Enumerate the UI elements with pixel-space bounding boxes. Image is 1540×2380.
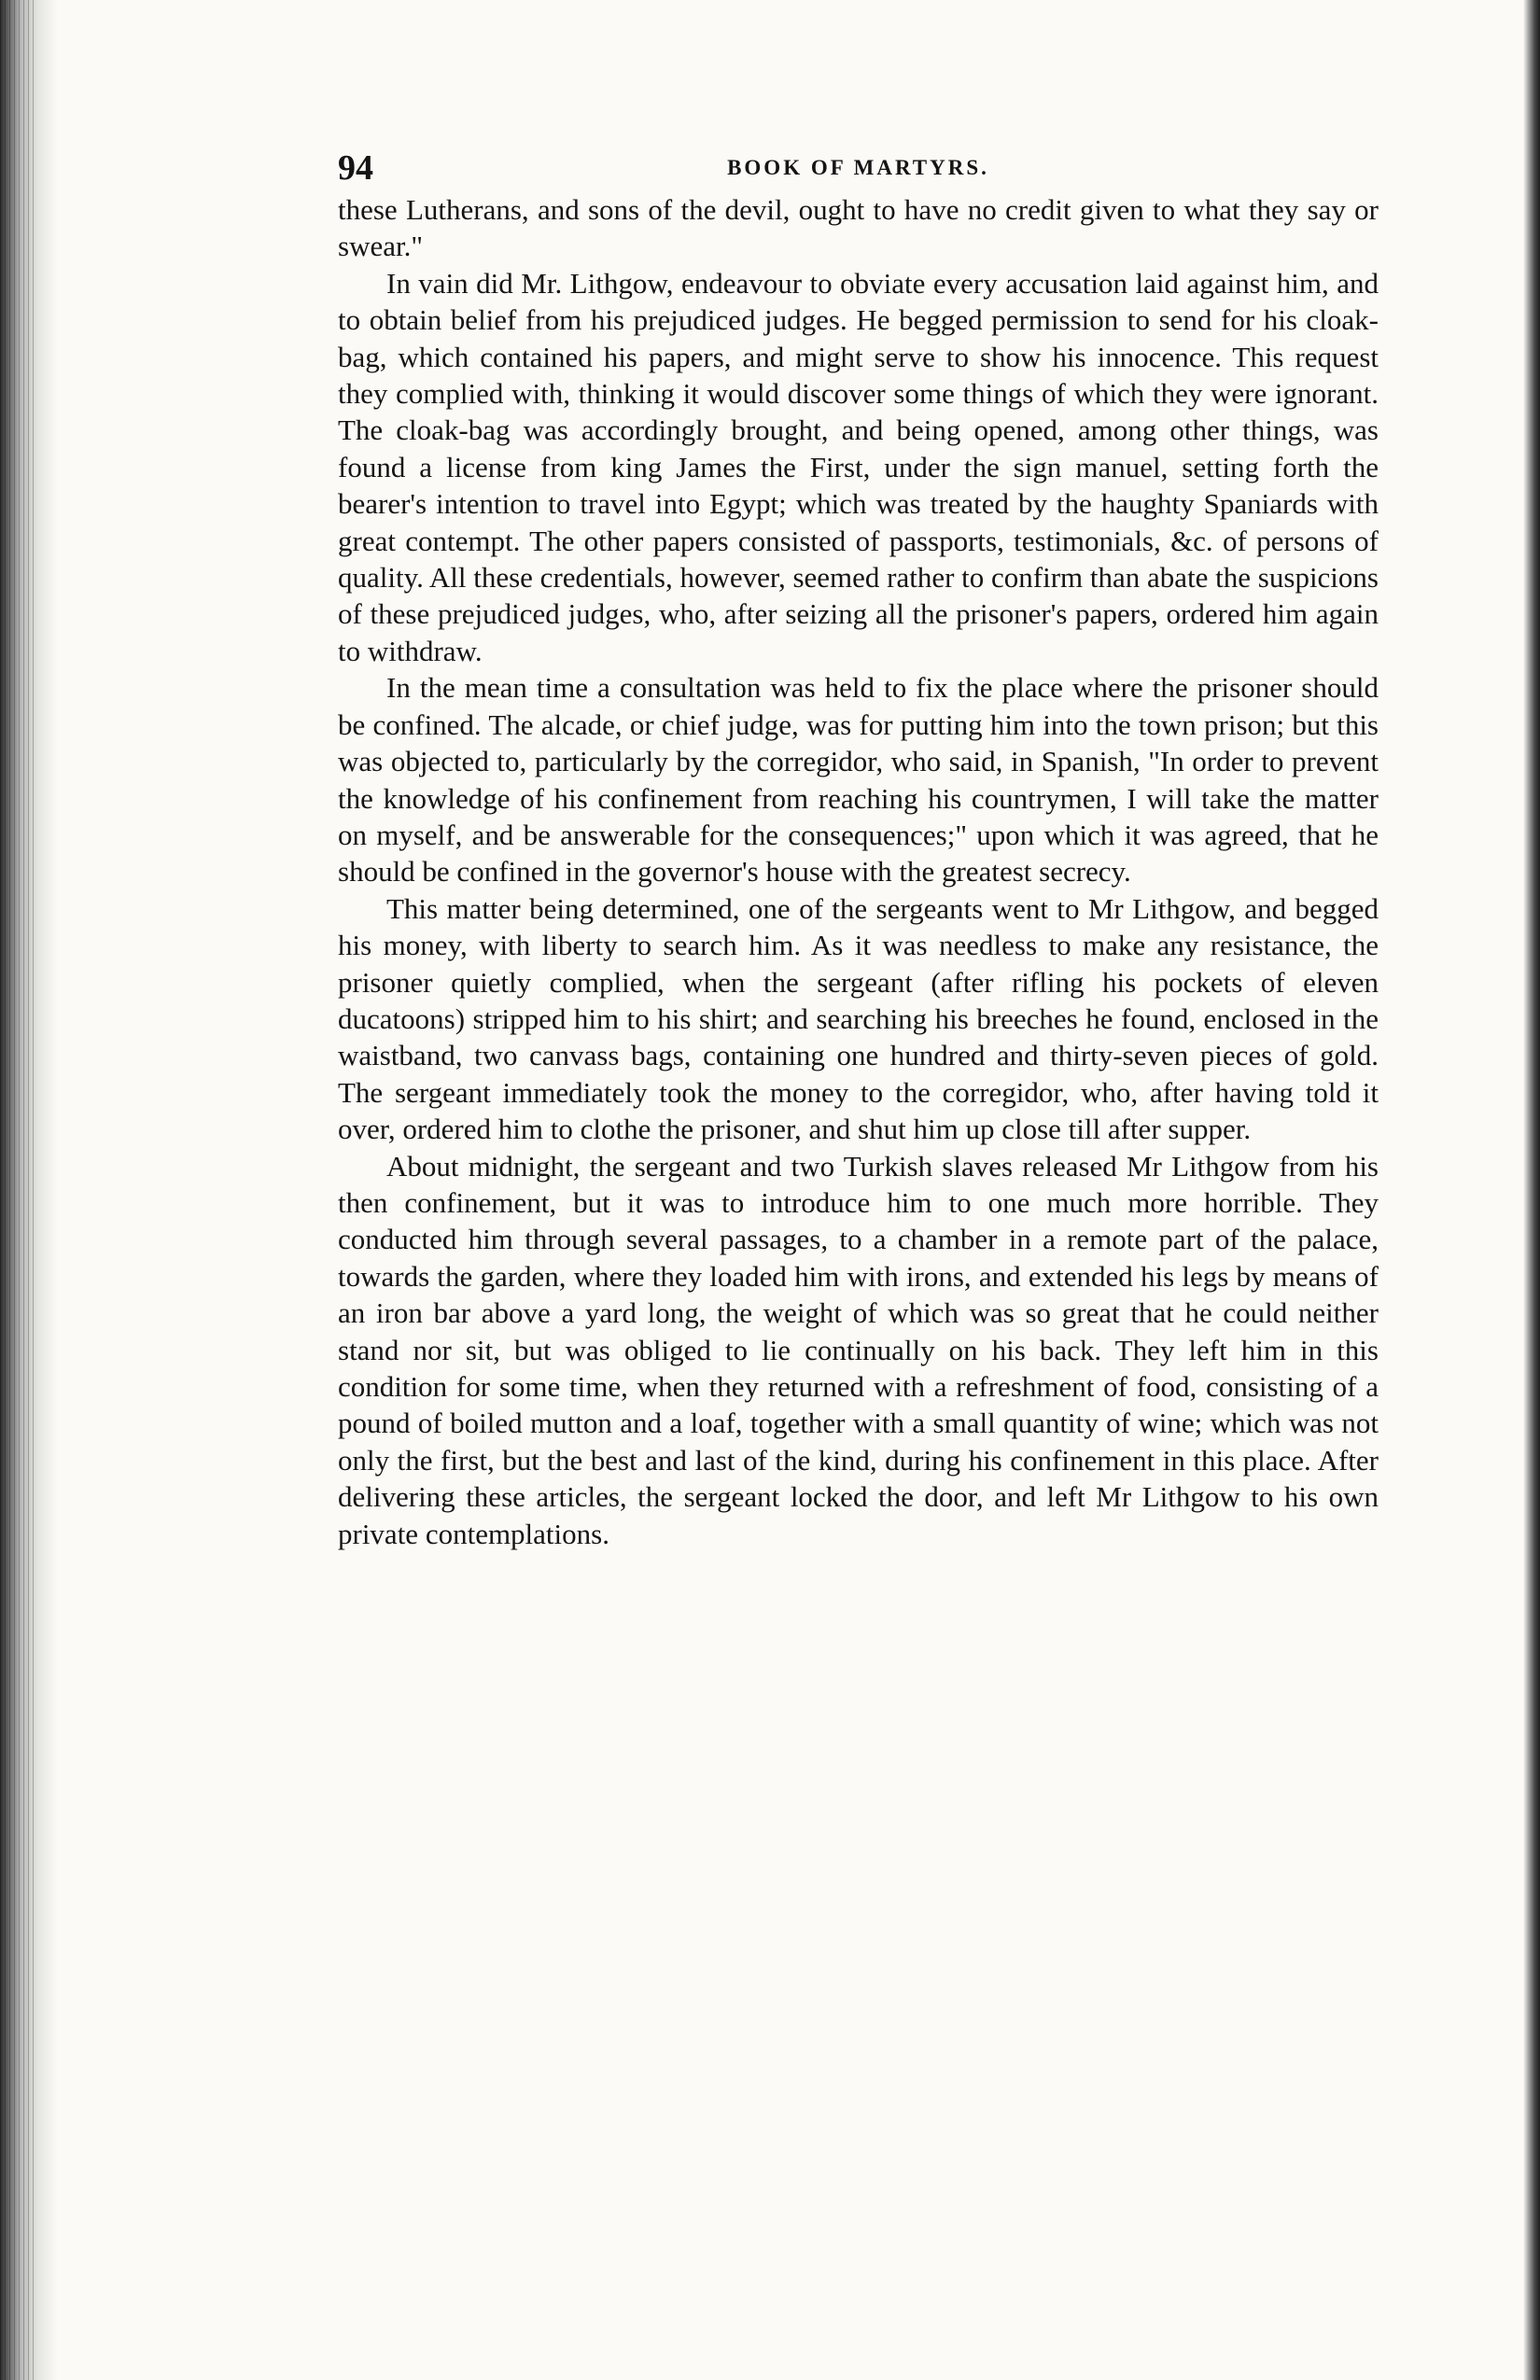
paragraph-search: This matter being determined, one of the sergeants went to Mr Lithgow, and begged his money, with liberty to search him. As it was needless to make any resistance, the prisoner quietly complied, when the sergeant (after rifling his pockets of eleven ducatoons) stripped him to his shirt; and searching his breeches he found, enclosed in the waistband, two canvass bags, containing one hundred and thirty-seven pieces of gold. The sergeant immediately took the money to the corregidor, who, after having told it over, ordered him to clothe the prisoner, and shut him up close till after supper.: [338, 891, 1379, 1146]
page-header: [338, 140, 1379, 196]
paragraph-midnight: About midnight, the sergeant and two Turkish slaves released Mr Lithgow from his then confinement, but it was to introduce him to one much more horrible. They conducted him through several passages, to a chamber in a remote part of the palace, towards the garden, where they loaded him with irons, and extended his legs by means of an iron bar above a yard long, the weight of which was so great that he could neither stand nor sit, but was obliged to lie continually on his back. They left him in this condition for some time, when they returned with a refreshment of food, consisting of a pound of boiled mutton and a loaf, together with a small quantity of wine; which was not only the first, but the best and last of the kind, during his confinement in this place. After delivering these articles, the sergeant locked the door, and left Mr Lithgow to his own private contemplations.: [338, 1149, 1379, 1550]
paragraph-consultation: In the mean time a consultation was held to fix the place where the prisoner should be confined. The alcade, or chief judge, was for putting him into the town prison; but this was objected to, particularly by the corregidor, who said, in Spanish, "In order to prevent the knowledge of his confinement from reaching his countrymen, I will take the matter on myself, and be answerable for the consequences;" upon which it was agreed, that he should be confined in the governor's house with the greatest secrecy.: [338, 671, 1379, 889]
page-body: [338, 191, 1379, 1552]
book-binding-texture: [0, 0, 37, 2380]
paragraph-lithgow-accusation: In vain did Mr. Lithgow, endeavour to obviate every accusation laid against him, and to obtain belief from his prejudiced judges. He begged permission to send for his cloak-bag, which contained his papers, and might serve to show his innocence. This request they complied with, thinking it would discover some things of which they were ignorant. The cloak-bag was accordingly brought, and being opened, among other things, was found a license from king James the First, under the sign manuel, setting forth the bearer's intention to travel into Egypt; which was treated by the haughty Spaniards with great contempt. The other papers consisted of passports, testimonials, &c. of persons of quality. All these credentials, however, seemed rather to confirm than abate the suspicions of these prejudiced judges, who, after seizing all the prisoner's papers, ordered him again to withdraw.: [338, 266, 1379, 667]
running-head: BOOK OF MARTYRS.: [727, 156, 989, 179]
page-number: 94: [338, 148, 373, 188]
page-edge-shadow: [1523, 0, 1540, 2380]
paragraph-continuation: these Lutherans, and sons of the devil, ought to have no credit given to what they say or swear.": [338, 193, 1379, 263]
